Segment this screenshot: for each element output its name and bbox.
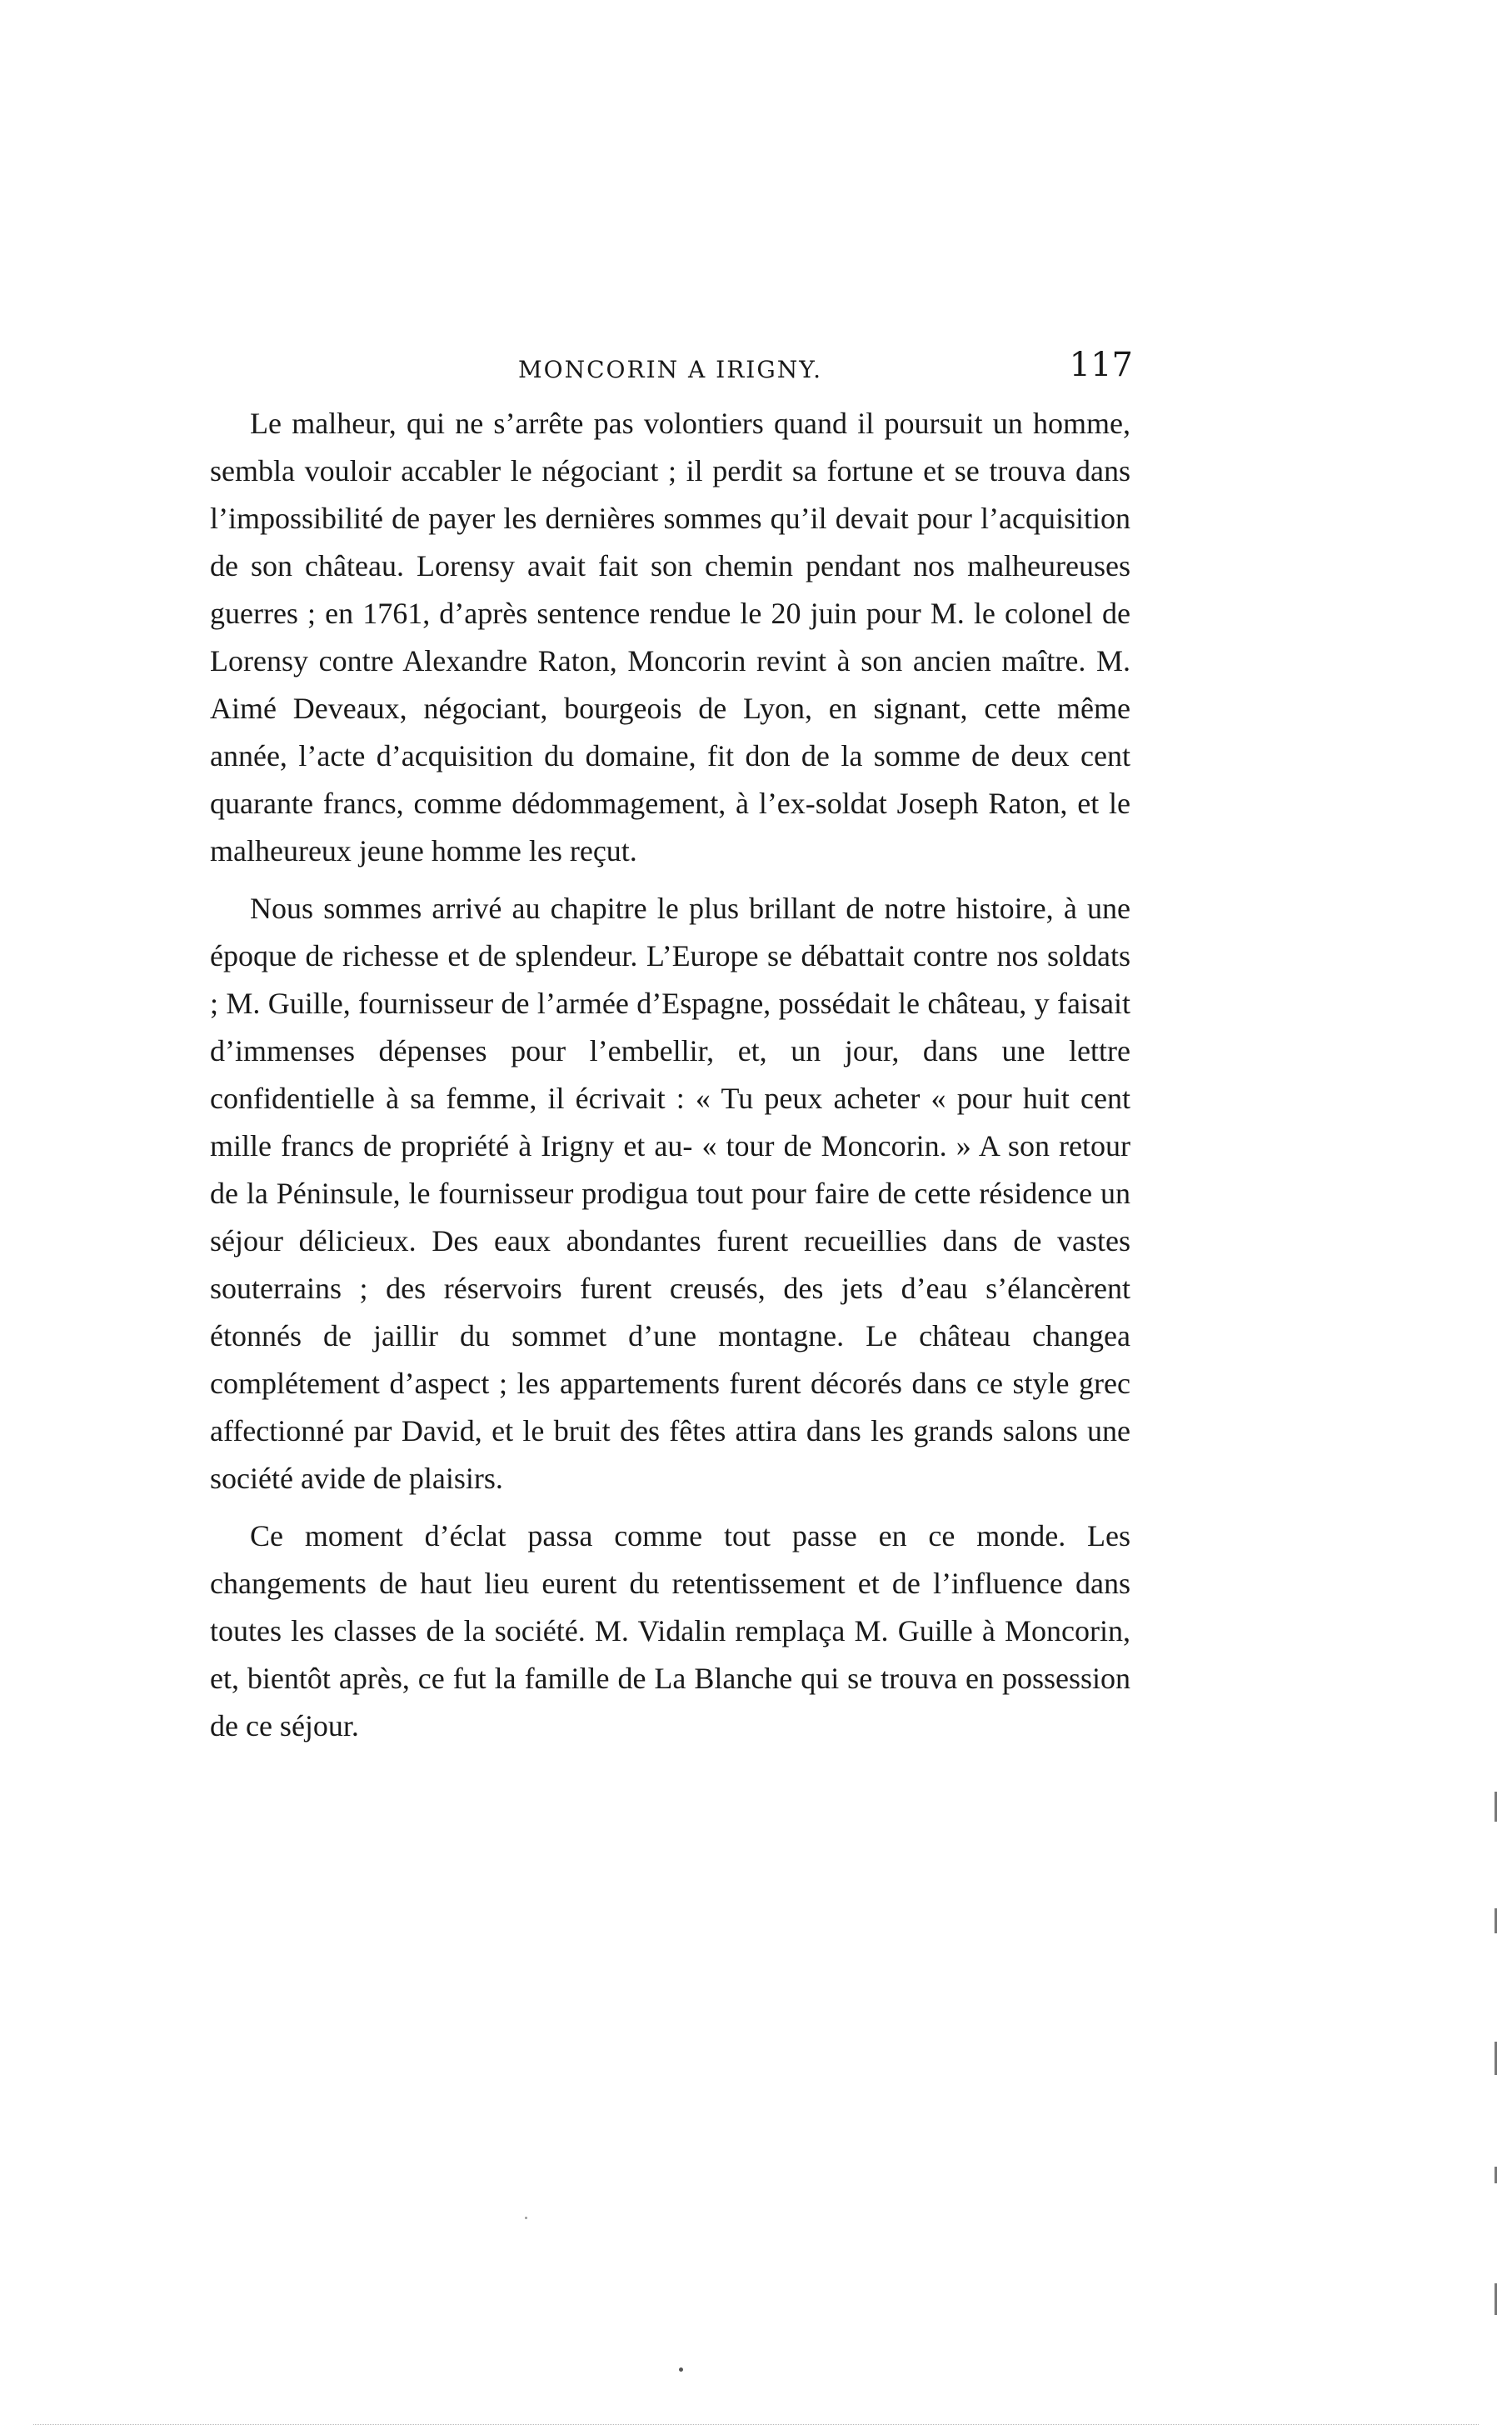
scan-bottom-edge <box>33 2424 1479 2427</box>
body-text <box>210 400 1130 1760</box>
paragraph-1: Le malheur, qui ne s’arrête pas volontiers quand il poursuit un homme, sembla vouloir accabler le négociant ; il perdit sa fortune et se trouva dans l’impossibilité de payer les dernières sommes qu’il devait pour l’acquisition de son château. Lorensy avait fait son chemin pendant nos malheureuses guerres ; en 1761, d’après sentence rendue le 20 juin pour M. le colonel de Lorensy contre Alexandre Raton, Moncorin revint à son ancien maître. M. Aimé Deveaux, négociant, bourgeois de Lyon, en signant, cette même année, l’acte d’acquisition du domaine, fit don de la somme de deux cent quarante francs, comme dédommagement, à l’ex-soldat Joseph Raton, et le malheureux jeune homme les reçut. <box>210 407 1130 868</box>
scan-margin-mark <box>1495 1908 1497 1933</box>
page-number: 117 <box>1069 346 1133 384</box>
scan-margin-mark <box>1495 2283 1497 2315</box>
paragraph-2: Nous sommes arrivé au chapitre le plus brillant de notre histoire, à une époque de richesse et de splendeur. L’Europe se débattait contre nos soldats ; M. Guille, fournisseur de l’armée d’Espagne, possédait le château, y faisait d’immenses dépenses pour l’embellir, et, un jour, dans une lettre confidentielle à sa femme, il écrivait : « Tu peux acheter « pour huit cent mille francs de propriété à Irigny et au- « tour de Moncorin. » A son retour de la Péninsule, le fournisseur prodigua tout pour faire de cette résidence un séjour délicieux. Des eaux abondantes furent recueillies dans de vastes souterrains ; des réservoirs furent creusés, des jets d’eau s’élancèrent étonnés de jaillir du sommet d’une montagne. Le château changea complétement d’aspect ; les appartements furent décorés dans ce style grec affectionné par David, et le bruit des fêtes attira dans les grands salons une société avide de plaisirs. <box>210 892 1130 1495</box>
running-head <box>210 346 1133 396</box>
scan-speck <box>525 2217 527 2219</box>
scan-margin-mark <box>1495 1792 1497 1822</box>
scan-margin-mark <box>1495 2042 1497 2075</box>
scan-margin-mark <box>1495 2167 1497 2183</box>
paragraph-3: Ce moment d’éclat passa comme tout passe en ce monde. Les changements de haut lieu eurent du retentissement et de l’influence dans toutes les classes de la société. M. Vidalin remplaça M. Guille à Moncorin, et, bientôt après, ce fut la famille de La Blanche qui se trouva en possession de ce séjour. <box>210 1519 1130 1742</box>
running-title: MONCORIN A IRIGNY. <box>518 356 823 383</box>
scan-speck <box>679 2368 683 2372</box>
